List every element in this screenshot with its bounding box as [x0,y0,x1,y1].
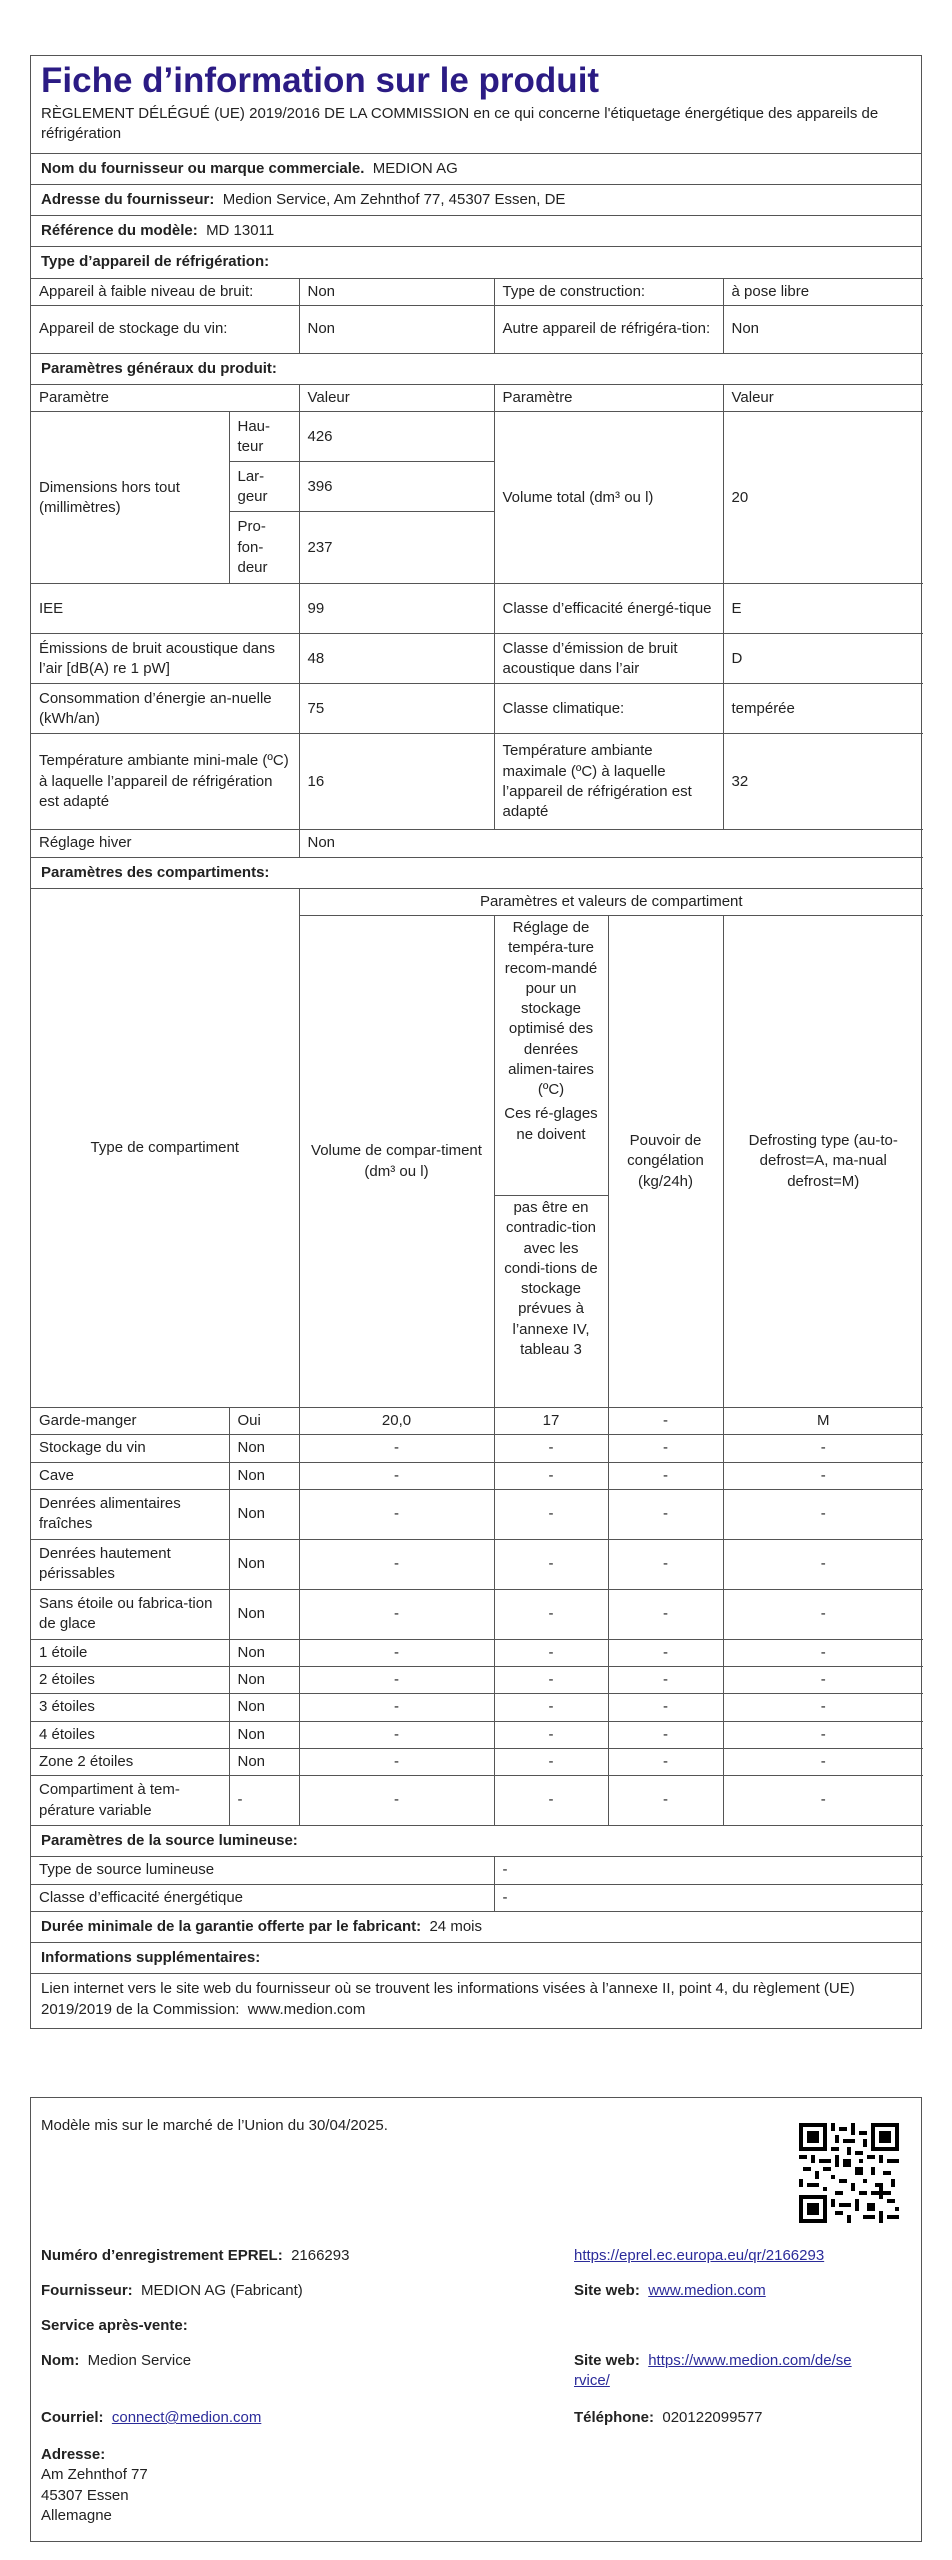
width-label: Lar-geur [229,462,299,512]
compartment-present: - [229,1776,299,1826]
compartment-row [31,1489,923,1539]
height-value: 426 [299,412,494,462]
noise-class-label: Classe d’émission de bruit acoustique dans l’air [494,634,723,684]
compartment-present: Non [229,1667,299,1694]
compartment-volume: - [299,1462,494,1489]
value-header-2: Valeur [723,385,923,412]
warranty-value: 24 mois [429,1917,482,1935]
compartment-defrost: - [723,1748,923,1775]
winter-value: Non [299,830,923,857]
compartment-volume: 20,0 [299,1408,494,1435]
tmin-value: 16 [299,734,494,830]
mail-label: Courriel: [41,2409,104,2426]
compartment-present: Non [229,1694,299,1721]
compartment-temperature: - [494,1667,608,1694]
compartments-heading: Paramètres des compartiments: [41,863,270,881]
addr-label: Adresse: [41,2446,106,2463]
extra-heading: Informations supplémentaires: [31,1942,921,1973]
compartment-volume: - [299,1776,494,1826]
compartment-freezing: - [608,1589,723,1639]
compartment-freezing: - [608,1639,723,1666]
low-noise-label: Appareil à faible niveau de bruit: [31,278,299,305]
ee-class-label: Classe d’efficacité énergé-tique [494,584,723,634]
other-value: Non [723,305,923,353]
compartment-name: Denrées alimentaires fraîches [31,1489,229,1539]
compartment-defrost: - [723,1667,923,1694]
compartment-name: Denrées hautement périssables [31,1539,229,1589]
compartment-row [31,1748,923,1775]
extra-text: Lien internet vers le site web du fournisseur où se trouvent les informations visées à l’annexe II, point 4, du règlement (UE) 2019/2019 de la Commission: [41,1980,855,2018]
compartment-present: Non [229,1462,299,1489]
addr-line-2: 45307 Essen [41,2486,129,2504]
compartment-freezing: - [608,1435,723,1462]
light-heading: Paramètres de la source lumineuse: [41,1832,298,1849]
address-label: Adresse du fournisseur: [41,190,215,208]
compartment-present: Non [229,1539,299,1589]
compartment-volume: - [299,1539,494,1589]
compartment-name: 4 étoiles [31,1721,229,1748]
compartment-temperature: 17 [494,1408,608,1435]
footer-supplier-row [41,2281,303,2301]
phone-label: Téléphone: [574,2409,655,2426]
eprel-label: Numéro d’enregistrement EPREL: [41,2247,283,2264]
compartment-row [31,1539,923,1589]
address-block [41,2445,148,2526]
compartment-group-header: Paramètres et valeurs de compartiment [299,888,923,915]
compartments-table [31,888,923,1826]
compartment-row [31,1589,923,1639]
compartment-freezing: - [608,1462,723,1489]
compartment-present: Non [229,1639,299,1666]
wine-value: Non [299,305,494,353]
supplier-label: Nom du fournisseur ou marque commerciale. [41,159,365,177]
tmin-label: Température ambiante mini-male (ºC) à laquelle l’appareil de réfrigération est adapté [31,734,299,830]
compartment-temperature: - [494,1489,608,1539]
height-label: Hau-teur [229,412,299,462]
compartment-volume: - [299,1589,494,1639]
compartment-volume: - [299,1748,494,1775]
compartment-volume: - [299,1435,494,1462]
service-label: Service après-vente: [41,2317,188,2334]
site-label: Site web: [574,2282,640,2299]
compartment-defrost: - [723,1539,923,1589]
param-header: Paramètre [31,385,299,412]
temp-header [494,916,608,1196]
defrost-header: Defrosting type (au-to-defrost=A, ma-nual defrost=M) [723,916,923,1408]
compartment-temperature: - [494,1435,608,1462]
footer-supplier-label: Fournisseur: [41,2282,133,2299]
mail-link[interactable]: connect@medion.com [111,2409,262,2426]
compartment-defrost: M [723,1408,923,1435]
compartment-present: Non [229,1489,299,1539]
site2-label: Site web: [574,2352,640,2369]
light-class-label: Classe d’efficacité énergétique [31,1884,494,1911]
site-row [574,2281,766,2301]
compartment-type-header: Type de compartiment [31,888,299,1407]
supplier-row [31,153,921,184]
warranty-row [31,1912,921,1942]
consumption-label: Consommation d’énergie an-nuelle (kWh/an) [31,684,299,734]
phone-row [574,2408,762,2428]
compartment-defrost: - [723,1489,923,1539]
compartment-temperature: - [494,1694,608,1721]
compartment-temperature: - [494,1589,608,1639]
product-info-sheet [30,55,922,2029]
compartment-present: Non [229,1589,299,1639]
compartment-freezing: - [608,1667,723,1694]
site-link[interactable]: www.medion.com [648,2282,766,2299]
compartment-present: Non [229,1748,299,1775]
compartment-name: Sans étoile ou fabrica-tion de glace [31,1589,229,1639]
compartment-defrost: - [723,1776,923,1826]
service-name-row [41,2351,191,2371]
compartment-defrost: - [723,1721,923,1748]
compartment-row [31,1721,923,1748]
extra-row [31,1973,921,2028]
iee-value: 99 [299,584,494,634]
service-site-row [574,2351,914,2392]
width-value: 396 [299,462,494,512]
compartment-temperature: - [494,1639,608,1666]
depth-value: 237 [299,512,494,584]
service-site-link[interactable]: https://www.medion.com/de/se [648,2352,852,2369]
construction-value: à pose libre [723,278,923,305]
address-row [31,184,921,215]
freeze-header: Pouvoir de congélation (kg/24h) [608,916,723,1408]
mail-row [41,2408,261,2428]
compartment-freezing: - [608,1539,723,1589]
compartment-volume: - [299,1694,494,1721]
compartment-row [31,1639,923,1666]
compartment-row [31,1776,923,1826]
qr-code-icon [799,2123,899,2223]
eprel-link[interactable]: https://eprel.ec.europa.eu/qr/2166293 [574,2247,825,2264]
compartment-present: Non [229,1721,299,1748]
ee-class-value: E [723,584,923,634]
compartment-freezing: - [608,1489,723,1539]
compartment-defrost: - [723,1589,923,1639]
compartment-row [31,1462,923,1489]
light-type-value: - [494,1857,923,1884]
compartment-freezing: - [608,1408,723,1435]
warranty-label: Durée minimale de la garantie offerte par le fabricant: [41,1917,422,1935]
addr-line-1: Am Zehnthof 77 [41,2466,148,2484]
other-label: Autre appareil de réfrigéra-tion: [494,305,723,353]
appliance-type-heading: Type d’appareil de réfrigération: [31,246,921,277]
compartment-row [31,1435,923,1462]
footer-supplier-value: MEDION AG (Fabricant) [141,2282,303,2299]
regulation-subtitle: RÈGLEMENT DÉLÉGUÉ (UE) 2019/2016 DE LA COMMISSION en ce qui concerne l'étiquetage énergétique des appareils de réfrigération [41,105,879,143]
compartment-volume: - [299,1721,494,1748]
compartment-volume: - [299,1667,494,1694]
compartment-freezing: - [608,1776,723,1826]
compartment-name: Compartiment à tem-pérature variable [31,1776,229,1826]
climate-label: Classe climatique: [494,684,723,734]
depth-label: Pro-fon-deur [229,512,299,584]
general-params-table [31,384,923,858]
light-class-value: - [494,1884,923,1911]
volume-label: Volume total (dm³ ou l) [494,412,723,584]
compartment-rows [31,1408,923,1826]
compartment-temperature: - [494,1539,608,1589]
light-type-label: Type de source lumineuse [31,1857,494,1884]
tmax-value: 32 [723,734,923,830]
compartment-freezing: - [608,1694,723,1721]
compartment-temperature: - [494,1748,608,1775]
low-noise-value: Non [299,278,494,305]
temp-header-line-2: Ces ré-glages ne doivent [504,1105,598,1143]
param-header-2: Paramètre [494,385,723,412]
noise-value: 48 [299,634,494,684]
model-label: Référence du modèle: [41,222,198,239]
compartment-name: 2 étoiles [31,1667,229,1694]
noise-class-value: D [723,634,923,684]
name-value: Medion Service [87,2352,192,2369]
compartment-defrost: - [723,1435,923,1462]
market-date: Modèle mis sur le marché de l’Union du 30/04/2025. [41,2117,388,2134]
address-value: Medion Service, Am Zehnthof 77, 45307 Essen, DE [222,190,566,208]
compartment-freezing: - [608,1748,723,1775]
eprel-value: 2166293 [291,2247,350,2264]
compartment-defrost: - [723,1462,923,1489]
name-label: Nom: [41,2352,80,2369]
supplier-value: MEDION AG [372,159,458,177]
service-heading [41,2316,188,2336]
phone-value: 020122099577 [662,2409,763,2426]
compartment-present: Oui [229,1408,299,1435]
compartment-name: Garde-manger [31,1408,229,1435]
compartment-name: 3 étoiles [31,1694,229,1721]
compartment-present: Non [229,1435,299,1462]
iee-label: IEE [31,584,299,634]
compartment-name: Stockage du vin [31,1435,229,1462]
volume-header: Volume de compar-timent (dm³ ou l) [299,916,494,1408]
compartment-temperature: - [494,1776,608,1826]
wine-label: Appareil de stockage du vin: [31,305,299,353]
dimensions-label: Dimensions hors tout (millimètres) [31,412,229,584]
compartment-defrost: - [723,1694,923,1721]
model-row [31,215,921,246]
winter-label: Réglage hiver [31,830,299,857]
compartment-volume: - [299,1489,494,1539]
volume-value: 20 [723,412,923,584]
appliance-type-table [31,278,923,354]
compartment-volume: - [299,1639,494,1666]
temp-header-continued: pas être en contradic-tion avec les condi-tions de stockage prévues à l’annexe IV, tableau 3 [494,1196,608,1408]
noise-label: Émissions de bruit acoustique dans l’air [dB(A) re 1 pW] [31,634,299,684]
construction-label: Type de construction: [494,278,723,305]
compartment-temperature: - [494,1462,608,1489]
compartment-row [31,1694,923,1721]
compartment-row [31,1667,923,1694]
value-header: Valeur [299,385,494,412]
compartment-name: 1 étoile [31,1639,229,1666]
consumption-value: 75 [299,684,494,734]
compartment-temperature: - [494,1721,608,1748]
compartment-name: Cave [31,1462,229,1489]
model-value: MD 13011 [206,222,275,239]
temp-header-line-1: Réglage de tempéra-ture recom-mandé pour un stockage optimisé des denrées alimen-taires (ºC) [504,919,598,1098]
extra-url: www.medion.com [247,2000,366,2018]
compartment-freezing: - [608,1721,723,1748]
compartment-defrost: - [723,1639,923,1666]
light-table [31,1856,923,1912]
eprel-row [41,2246,349,2266]
page-title: Fiche d’information sur le produit [41,61,600,100]
service-site-link-continued[interactable]: rvice/ [574,2372,610,2390]
compartment-row [31,1408,923,1435]
compartment-name: Zone 2 étoiles [31,1748,229,1775]
tmax-label: Température ambiante maximale (ºC) à laquelle l’appareil de réfrigération est adapté [494,734,723,830]
registration-box [30,2097,922,2542]
addr-line-3: Allemagne [41,2506,112,2524]
climate-value: tempérée [723,684,923,734]
general-heading: Paramètres généraux du produit: [41,359,277,377]
